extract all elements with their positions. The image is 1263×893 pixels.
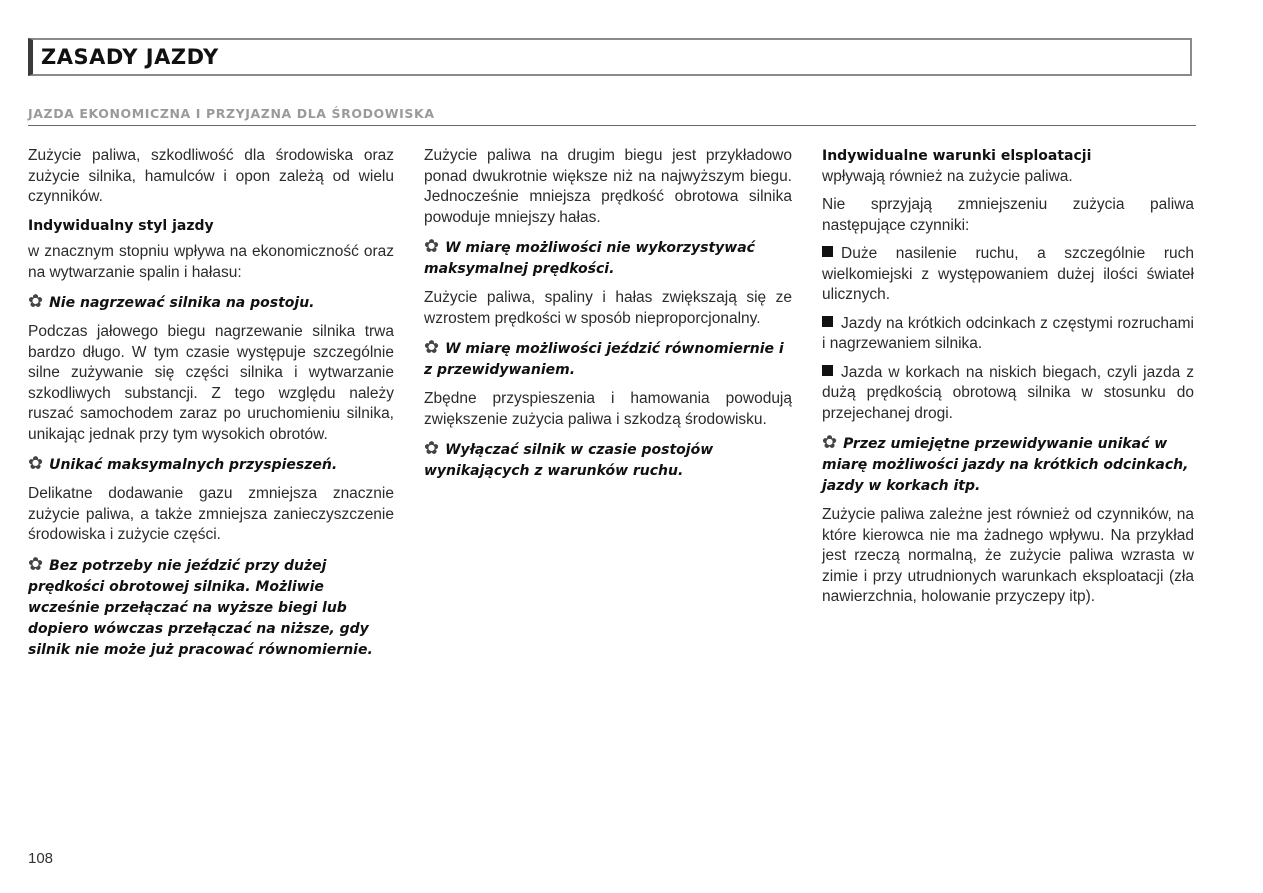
- square-bullet-icon: [822, 365, 833, 376]
- recommendation: [28, 453, 394, 476]
- recommendation-text: W miarę możliwości jeździć równomiernie i z przewidywaniem.: [424, 341, 784, 378]
- paragraph: wpływają również na zużycie paliwa.: [822, 167, 1073, 185]
- recommendation: [822, 432, 1194, 497]
- recommendation-text: Wyłączać silnik w czasie postojów wynikających z warunków ruchu.: [424, 442, 714, 479]
- recommendation: [424, 337, 792, 381]
- flower-icon: ✿: [424, 236, 440, 257]
- bullet-text: Jazdy na krótkich odcinkach z częstymi rozruchami i nagrzewaniem silnika.: [822, 314, 1194, 352]
- paragraph: Zużycie paliwa na drugim biegu jest przykładowo ponad dwukrotnie większe niż na najwyższym biegu. Jednocześnie mniejsza prędkość obrotowa silnika powoduje mniejszy hałas.: [424, 147, 792, 226]
- flower-icon: ✿: [28, 553, 44, 575]
- paragraph: Podczas jałowego biegu nagrzewanie silnika trwa bardzo długo. W tym czasie występuje szczególnie silne zużywanie się części silnika i wytwarzanie szkodliwych substancji. Z tego względu należy ruszać samochodem zaraz po uruchomieniu silnika, unikając jednak przy tym wysokich obrotów.: [28, 323, 394, 443]
- square-bullet-icon: [822, 316, 833, 327]
- bullet-text: Duże nasilenie ruchu, a szczególnie ruch wielkomiejski z występowaniem dużej ilości świateł ulicznych.: [822, 245, 1194, 303]
- flower-icon: ✿: [424, 438, 440, 459]
- paragraph: Nie sprzyjają zmniejszeniu zużycia paliwa następujące czynniki:: [822, 196, 1194, 234]
- chapter-title-box: [28, 38, 1192, 76]
- bullet-item: [822, 314, 1194, 355]
- paragraph: w znacznym stopniu wpływa na ekonomiczność oraz na wytwarzanie spalin i hałasu:: [28, 243, 394, 281]
- paragraph: Zużycie paliwa zależne jest również od czynników, na które kierowca nie ma żadnego wpływu. Na przykład jest rzeczą normalną, że zużycie paliwa wzrasta w zimie i przy utrudnionych warunkach eksploatacji (zła nawierzchnia, holowanie przyczepy itp).: [822, 506, 1194, 605]
- flower-icon: ✿: [28, 453, 44, 474]
- flower-icon: ✿: [822, 432, 838, 453]
- flower-icon: ✿: [424, 337, 440, 358]
- paragraph: Zbędne przyspieszenia i hamowania powodują zwiększenie zużycia paliwa i szkodzą środowisku.: [424, 390, 792, 428]
- paragraph: Zużycie paliwa, spaliny i hałas zwiększają się ze wzrostem prędkości w sposób nieproporcjonalny.: [424, 289, 792, 327]
- paragraph: Delikatne dodawanie gazu zmniejsza znacznie zużycie paliwa, a także zmniejsza zanieczyszczenie środowiska i zużycie części.: [28, 485, 394, 543]
- recommendation-text: Nie nagrzewać silnika na postoju.: [49, 295, 315, 311]
- flower-icon: ✿: [28, 291, 44, 312]
- recommendation: [424, 438, 792, 482]
- subheading: Indywidualny styl jazdy: [28, 217, 214, 234]
- recommendation: [424, 236, 792, 280]
- paragraph: Zużycie paliwa, szkodliwość dla środowiska oraz zużycie silnika, hamulców i opon zależą od wielu czynników.: [28, 147, 394, 205]
- chapter-title: ZASADY JAZDY: [41, 45, 219, 69]
- subheading: Indywidualne warunki elsploatacji: [822, 148, 1092, 164]
- section-heading: JAZDA EKONOMICZNA I PRZYJAZNA DLA ŚRODOWISKA: [28, 106, 435, 121]
- recommendation: [28, 291, 394, 314]
- bullet-text: Jazda w korkach na niskich biegach, czyli jazda z dużą prędkością obrotową silnika w stosunku do przejechanej drogi.: [822, 363, 1194, 422]
- bullet-item: [822, 363, 1194, 425]
- column-3: [822, 146, 1194, 616]
- column-1: [28, 146, 394, 669]
- recommendation-text: W miarę możliwości nie wykorzystywać maksymalnej prędkości.: [424, 240, 755, 277]
- section-divider: [28, 125, 1196, 126]
- recommendation-text: Przez umiejętne przewidywanie unikać w miarę możliwości jazdy na krótkich odcinkach, jazdy w korkach itp.: [822, 436, 1189, 494]
- recommendation-text: Unikać maksymalnych przyspieszeń.: [49, 457, 338, 473]
- column-2: [424, 146, 792, 490]
- bullet-item: [822, 244, 1194, 306]
- recommendation: [28, 554, 394, 661]
- recommendation-text: Bez potrzeby nie jeździć przy dużej prędkości obrotowej silnika. Możliwie wcześnie przełączać na wyższe biegi lub dopiero wówczas przełączać na niższe, gdy silnik nie może już pracować równomiernie.: [28, 557, 373, 658]
- square-bullet-icon: [822, 246, 833, 257]
- page-number: 108: [28, 850, 54, 867]
